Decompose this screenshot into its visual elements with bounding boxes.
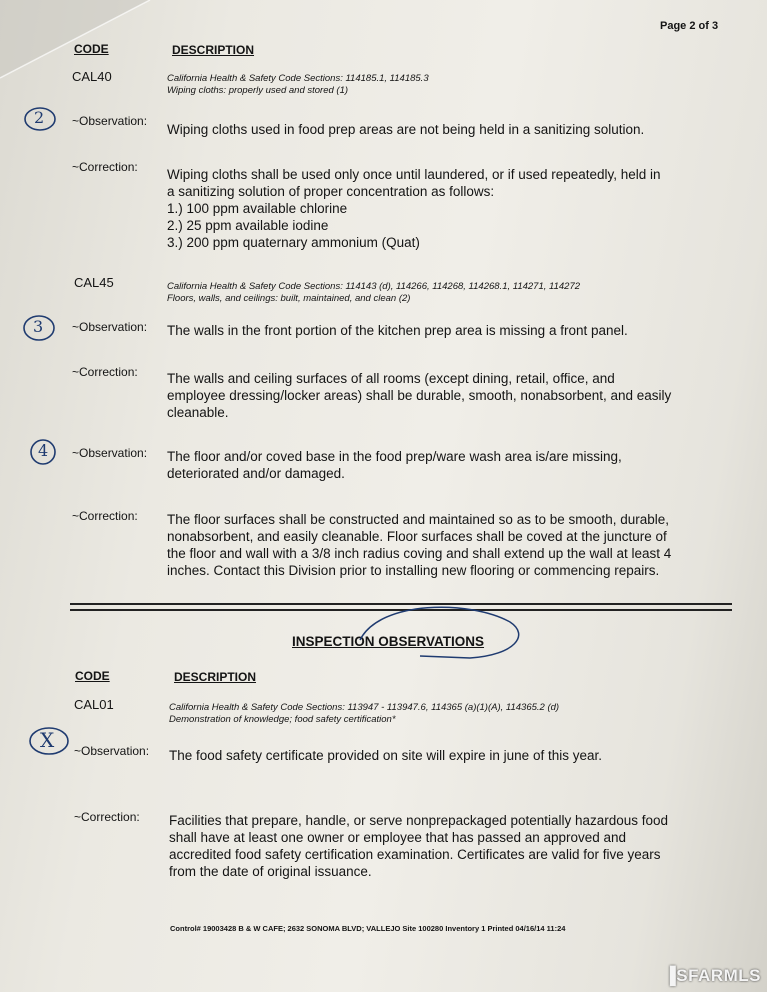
- violation-code: CAL40: [72, 69, 112, 84]
- observation-text: The floor and/or coved base in the food prep/ware wash area is/are missing, deteriorated and/or damaged.: [167, 449, 622, 481]
- correction-label: ~Correction:: [72, 160, 138, 174]
- observation-label: ~Observation:: [72, 320, 148, 334]
- observation-text: The food safety certificate provided on site will expire in june of this year.: [169, 748, 602, 763]
- document-footer: Control# 19003428 B & W CAFE; 2632 SONOMA BLVD; VALLEJO Site 100280 Inventory 1 Printed 04/16/14 11:24: [170, 924, 566, 933]
- code-column-header: CODE: [75, 669, 110, 683]
- code-citation: California Health & Safety Code Sections: 113947 - 113947.6, 114365 (a)(1)(A), 114365.2 (d): [169, 702, 560, 713]
- handwritten-x: X: [40, 728, 55, 752]
- description-column-header: DESCRIPTION: [172, 43, 255, 57]
- section-title: INSPECTION OBSERVATIONS: [292, 634, 485, 649]
- correction-text: Wiping cloths shall be used only once until laundered, or if used repeatedly, held in a sanitizing solution of proper concentration as follows: 1.) 100 ppm available chlorine 2.) 25 ppm available iodine 3.) 200 ppm quaternary ammonium (Quat): [167, 167, 661, 250]
- violation-code: CAL45: [74, 275, 114, 290]
- observation-label: ~Observation:: [72, 446, 148, 460]
- violation-code: CAL01: [74, 697, 114, 712]
- correction-label: ~Correction:: [72, 365, 138, 379]
- citation-description: Wiping cloths: properly used and stored (1): [167, 85, 349, 96]
- observation-label: ~Observation:: [72, 114, 148, 128]
- observation-text: The walls in the front portion of the kitchen prep area is missing a front panel.: [167, 323, 628, 338]
- handwritten-number: 2: [34, 108, 45, 127]
- code-column-header: CODE: [74, 42, 109, 56]
- observation-label: ~Observation:: [74, 744, 150, 758]
- handwritten-number: 4: [38, 441, 49, 460]
- code-citation: California Health & Safety Code Sections: 114143 (d), 114266, 114268, 114268.1, 114271, 114272: [167, 281, 581, 292]
- correction-label: ~Correction:: [72, 509, 138, 523]
- description-column-header: DESCRIPTION: [174, 670, 257, 684]
- observation-text: Wiping cloths used in food prep areas are not being held in a sanitizing solution.: [167, 122, 645, 137]
- correction-label: ~Correction:: [74, 810, 140, 824]
- page-fold-line: [0, 0, 150, 78]
- correction-text: The walls and ceiling surfaces of all rooms (except dining, retail, office, and employee dressing/locker areas) shall be durable, smooth, nonabsorbent, and easily cleanable.: [167, 371, 672, 420]
- pen-circle-stroke: [360, 607, 519, 658]
- sfarmls-watermark-logo: ▐SFARMLS: [663, 966, 761, 985]
- code-citation: California Health & Safety Code Sections: 114185.1, 114185.3: [167, 73, 429, 84]
- correction-text: The floor surfaces shall be constructed and maintained so as to be smooth, durable, nonabsorbent, and easily cleanable. Floor surfaces shall be coved at the juncture of the floor and wall with a 3/8 inch radius coving and shall extend up the wall at least 4 inches. Contact this Division prior to installing new flooring or commencing repairs.: [167, 512, 672, 578]
- page-number: Page 2 of 3: [660, 20, 719, 32]
- handwritten-number: 3: [33, 317, 44, 336]
- correction-text: Facilities that prepare, handle, or serve nonprepackaged potentially hazardous food shall have at least one owner or employee that has passed an approved and accredited food safety certification examination. Certificates are valid for five years from the date of original issuance.: [169, 813, 669, 879]
- citation-description: Floors, walls, and ceilings: built, maintained, and clean (2): [167, 293, 411, 304]
- citation-description: Demonstration of knowledge; food safety certification*: [169, 714, 396, 725]
